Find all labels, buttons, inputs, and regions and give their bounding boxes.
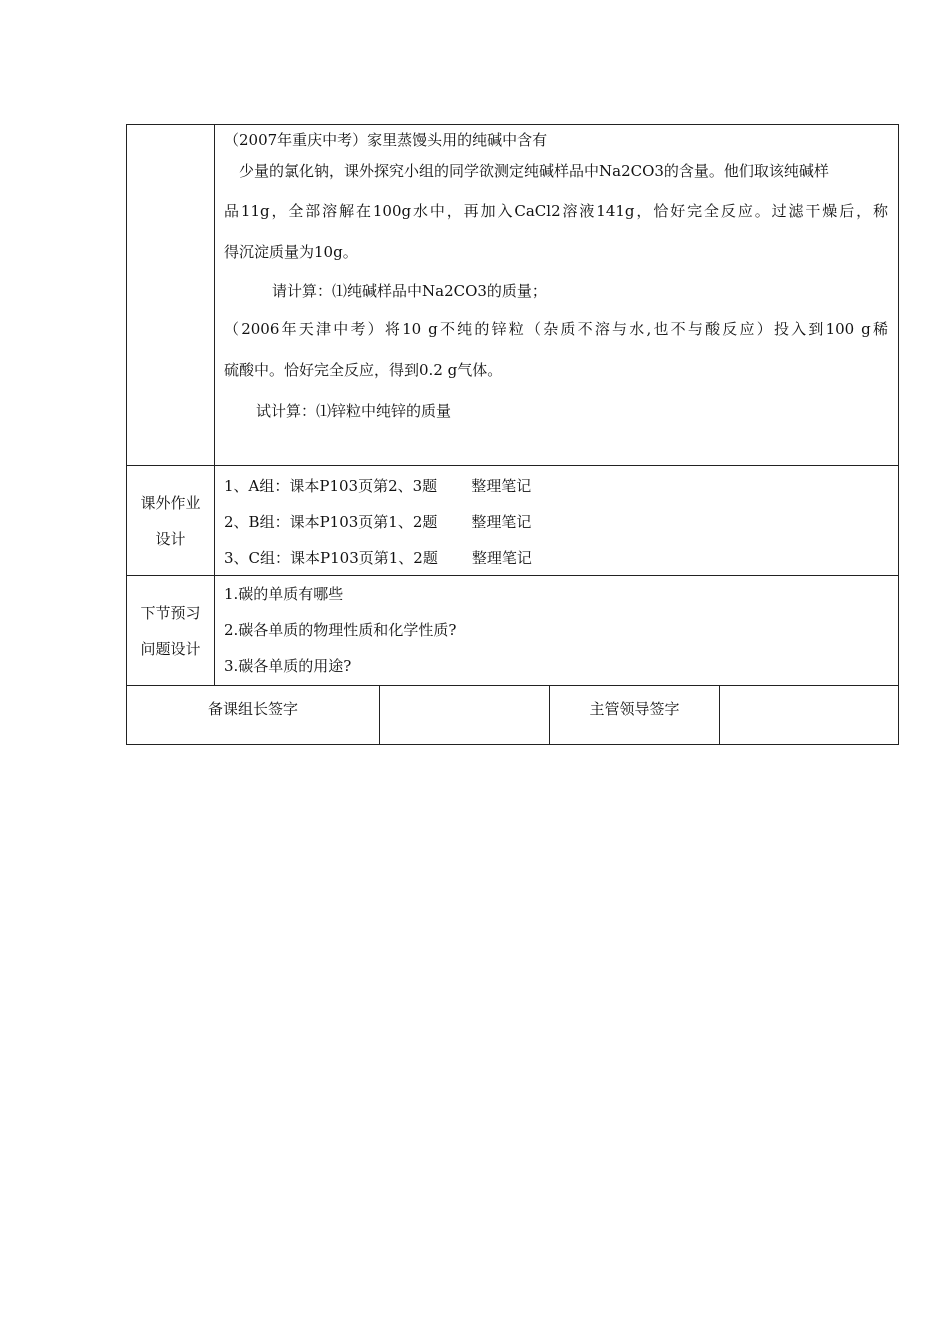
- supervisor-signature-field[interactable]: [720, 686, 898, 744]
- problem1-intro: （2007年重庆中考）家里蒸馒头用的纯碱中含有: [224, 131, 548, 149]
- problem2-line2: 硫酸中。恰好完全反应，得到0.2 g气体。: [224, 361, 503, 379]
- lesson-plan-table: [126, 124, 899, 745]
- homework-task: 3、C组：课本P103页第1、2题: [224, 549, 438, 567]
- preview-item: 1.碳的单质有哪些: [224, 585, 344, 603]
- homework-note: 整理笔记: [471, 477, 532, 495]
- homework-label-line2: 设计: [155, 529, 186, 548]
- preview-row: [127, 576, 898, 686]
- exercise-row: [127, 125, 898, 466]
- supervisor-label: 主管领导签字: [550, 686, 720, 744]
- preview-list: [215, 576, 898, 685]
- problem1-line2: 少量的氯化钠，课外探究小组的同学欲测定纯碱样品中Na2CO3的含量。他们取该纯碱样: [239, 162, 829, 180]
- homework-row: [127, 466, 898, 576]
- problem1-line3: 品11g，全部溶解在100g水中，再加入CaCl2溶液141g，恰好完全反应。过滤干燥后，称: [224, 202, 888, 220]
- exercise-content: [215, 125, 898, 465]
- homework-item: [224, 504, 898, 540]
- homework-note: 整理笔记: [471, 549, 532, 567]
- preview-label-line2: 问题设计: [140, 639, 201, 658]
- preview-label: [127, 576, 215, 685]
- homework-task: 1、A组：课本P103页第2、3题: [224, 477, 438, 495]
- exercise-label-cell: [127, 125, 215, 465]
- preview-item: 2.碳各单质的物理性质和化学性质?: [224, 621, 457, 639]
- problem1-line4: 得沉淀质量为10g。: [224, 243, 358, 261]
- homework-task: 2、B组：课本P103页第1、2题: [224, 513, 438, 531]
- problem2-line1: （2006年天津中考）将10 g不纯的锌粒（杂质不溶与水,也不与酸反应）投入到100 g稀: [224, 320, 888, 338]
- homework-label-line1: 课外作业: [140, 493, 201, 512]
- homework-list: [215, 466, 898, 575]
- preview-item: 3.碳各单质的用途?: [224, 657, 352, 675]
- group-leader-label: 备课组长签字: [127, 686, 380, 744]
- homework-item: [224, 468, 898, 504]
- problem2-task: 试计算：⑴锌粒中纯锌的质量: [256, 402, 452, 420]
- homework-item: [224, 540, 898, 576]
- signature-row: [127, 686, 898, 744]
- group-leader-signature-field[interactable]: [380, 686, 550, 744]
- preview-label-line1: 下节预习: [140, 603, 201, 622]
- homework-note: 整理笔记: [471, 513, 532, 531]
- problem1-task: 请计算：⑴纯碱样品中Na2CO3的质量；: [272, 282, 547, 300]
- homework-label: [127, 466, 215, 575]
